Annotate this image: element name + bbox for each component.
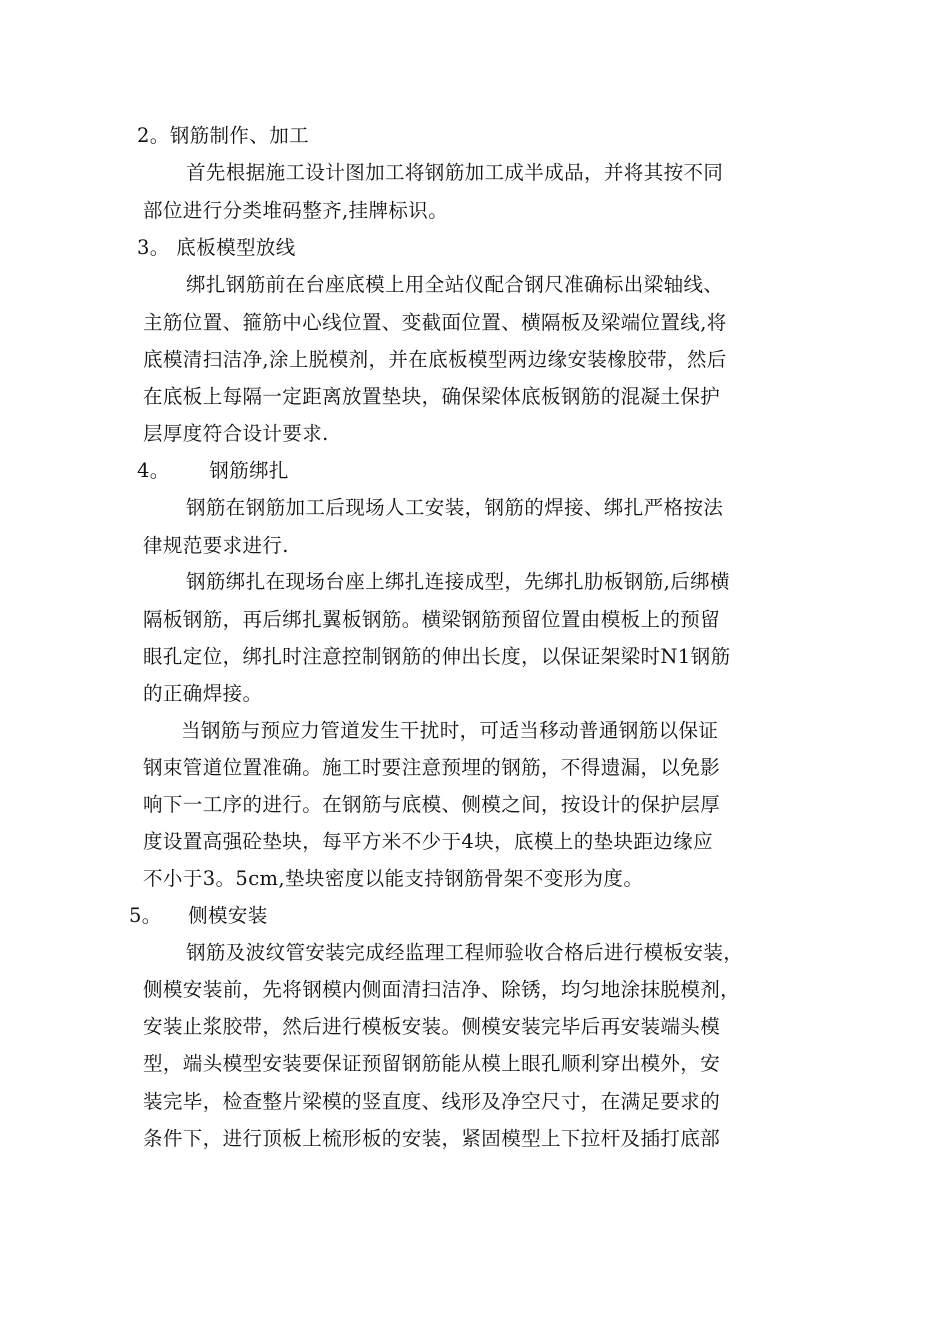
paragraph-line: 装完毕，检查整片梁模的竖直度、线形及净空尺寸，在满足要求的 bbox=[143, 1090, 721, 1113]
paragraph-line: 隔板钢筋，再后绑扎翼板钢筋。横梁钢筋预留位置由模板上的预留 bbox=[143, 608, 721, 631]
paragraph-line: 绑扎钢筋前在台座底模上用全站仪配合钢尺准确标出梁轴线、 bbox=[186, 273, 724, 296]
paragraph-line: 度设置高强砼垫块，每平方米不少于4块，底模上的垫块距边缘应 bbox=[143, 830, 714, 853]
paragraph-line: 响下一工序的进行。在钢筋与底模、侧模之间，按设计的保护层厚 bbox=[143, 793, 721, 816]
section-heading-4: 4。 钢筋绑扎 bbox=[137, 459, 289, 482]
paragraph-line: 安装止浆胶带，然后进行模板安装。侧模安装完毕后再安装端头模 bbox=[143, 1015, 721, 1038]
paragraph-line: 侧模安装前，先将钢模内侧面清扫洁净、除锈，均匀地涂抹脱模剂， bbox=[143, 978, 741, 1001]
paragraph-line: 钢筋及波纹管安装完成经监理工程师验收合格后进行模板安装， bbox=[186, 941, 744, 964]
paragraph-line: 底模清扫洁净,涂上脱模剂，并在底板模型两边缘安装橡胶带，然后 bbox=[143, 348, 727, 371]
paragraph-line: 律规范要求进行. bbox=[143, 534, 289, 557]
section-heading-5: 5。 侧模安装 bbox=[129, 904, 268, 927]
section-heading-3: 3。 底板模型放线 bbox=[137, 236, 296, 259]
paragraph-line: 钢筋在钢筋加工后现场人工安装，钢筋的焊接、绑扎严格按法 bbox=[186, 496, 724, 519]
paragraph-line: 主筋位置、箍筋中心线位置、变截面位置、横隔板及梁端位置线,将 bbox=[143, 311, 727, 334]
paragraph-line: 型，端头模型安装要保证预留钢筋能从模上眼孔顺利穿出模外，安 bbox=[143, 1052, 721, 1075]
paragraph-line: 不小于3。5cm,垫块密度以能支持钢筋骨架不变形为度。 bbox=[143, 867, 644, 890]
paragraph-line: 层厚度符合设计要求. bbox=[143, 422, 329, 445]
paragraph-line: 钢束管道位置准确。施工时要注意预埋的钢筋，不得遗漏，以免影 bbox=[143, 756, 721, 779]
paragraph-line: 在底板上每隔一定距离放置垫块，确保梁体底板钢筋的混凝土保护 bbox=[143, 385, 721, 408]
paragraph-line: 眼孔定位，绑扎时注意控制钢筋的伸出长度，以保证架梁时N1钢筋 bbox=[143, 645, 731, 668]
paragraph-line: 部位进行分类堆码整齐,挂牌标识。 bbox=[143, 199, 449, 222]
paragraph-line: 的正确焊接。 bbox=[143, 682, 263, 705]
paragraph-line: 条件下，进行顶板上梳形板的安装，紧固模型上下拉杆及插打底部 bbox=[143, 1127, 721, 1150]
paragraph-line: 当钢筋与预应力管道发生干扰时，可适当移动普通钢筋以保证 bbox=[181, 719, 719, 742]
paragraph-line: 首先根据施工设计图加工将钢筋加工成半成品，并将其按不同 bbox=[186, 161, 724, 184]
paragraph-line: 钢筋绑扎在现场台座上绑扎连接成型，先绑扎肋板钢筋,后绑横 bbox=[186, 570, 730, 593]
section-heading-2: 2。钢筋制作、加工 bbox=[137, 124, 310, 147]
